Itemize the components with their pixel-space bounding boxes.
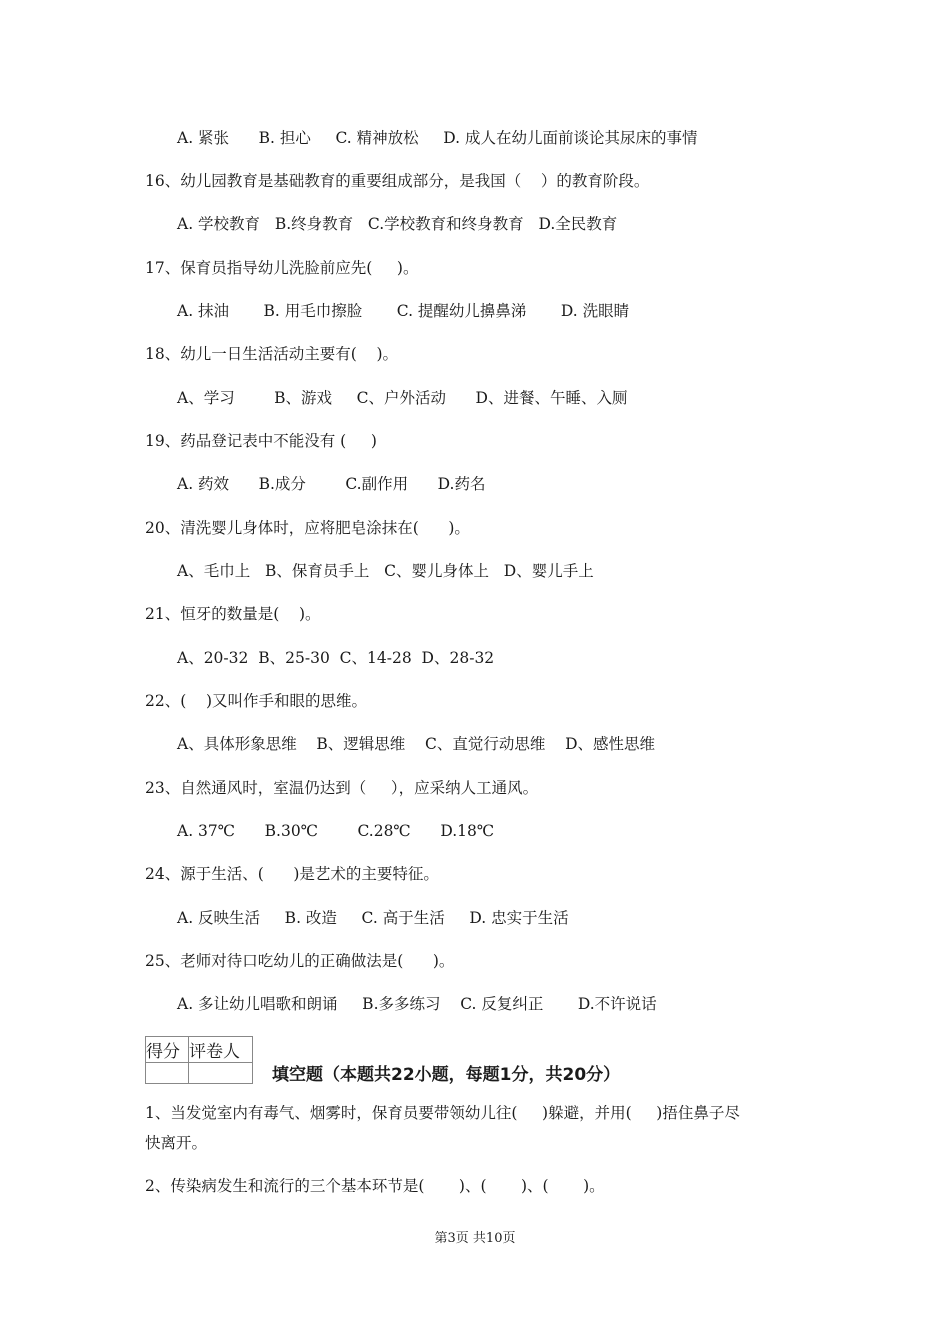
question-text: 19、药品登记表中不能没有 ( ) <box>145 432 377 450</box>
question-text: 快离开。 <box>145 1134 208 1152</box>
question-text: 1、当发觉室内有毒气、烟雾时，保育员要带领幼儿往( )躲避，并用( )捂住鼻子尽 <box>145 1104 740 1122</box>
answer-options: A. 学校教育 B.终身教育 C.学校教育和终身教育 D.全民教育 <box>177 215 618 233</box>
score-cell <box>146 1063 189 1084</box>
question-text: 25、老师对待口吃幼儿的正确做法是( )。 <box>145 952 455 970</box>
question-text: 2、传染病发生和流行的三个基本环节是( )、( )、( )。 <box>145 1177 605 1195</box>
question-text: 18、幼儿一日生活活动主要有( )。 <box>145 345 399 363</box>
question-text: 20、清洗婴儿身体时，应将肥皂涂抹在( )。 <box>145 519 470 537</box>
answer-options: A. 抹油 B. 用毛巾擦脸 C. 提醒幼儿擤鼻涕 D. 洗眼睛 <box>177 302 630 320</box>
question-text: 24、源于生活、( )是艺术的主要特征。 <box>145 865 439 883</box>
answer-options: A. 多让幼儿唱歌和朗诵 B.多多练习 C. 反复纠正 D.不许说话 <box>177 995 657 1013</box>
answer-options: A. 紧张 B. 担心 C. 精神放松 D. 成人在幼儿面前谈论其尿床的事情 <box>177 129 698 147</box>
answer-options: A. 药效 B.成分 C.副作用 D.药名 <box>177 475 486 493</box>
answer-options: A、学习 B、游戏 C、户外活动 D、进餐、午睡、入厕 <box>177 389 628 407</box>
answer-options: A. 37℃ B.30℃ C.28℃ D.18℃ <box>177 822 495 840</box>
grader-label: 评卷人 <box>189 1037 253 1063</box>
answer-options: A. 反映生活 B. 改造 C. 高于生活 D. 忠实于生活 <box>177 909 569 927</box>
question-text: 21、恒牙的数量是( )。 <box>145 605 321 623</box>
answer-options: A、20-32 B、25-30 C、14-28 D、28-32 <box>177 649 495 667</box>
page-footer: 第3页 共10页 <box>434 1231 516 1246</box>
score-table <box>145 1036 253 1084</box>
answer-options: A、毛巾上 B、保育员手上 C、婴儿身体上 D、婴儿手上 <box>177 562 594 580</box>
score-label: 得分 <box>146 1037 189 1063</box>
section-title: 填空题（本题共22小题，每题1分，共20分） <box>272 1065 621 1085</box>
question-text: 23、自然通风时，室温仍达到（ ），应采纳人工通风。 <box>145 779 539 797</box>
answer-options: A、具体形象思维 B、逻辑思维 C、直觉行动思维 D、感性思维 <box>177 735 655 753</box>
question-text: 16、幼儿园教育是基础教育的重要组成部分，是我国（ ）的教育阶段。 <box>145 172 650 190</box>
question-text: 22、( )又叫作手和眼的思维。 <box>145 692 368 710</box>
question-text: 17、保育员指导幼儿洗脸前应先( )。 <box>145 259 419 277</box>
grader-cell <box>189 1063 253 1084</box>
